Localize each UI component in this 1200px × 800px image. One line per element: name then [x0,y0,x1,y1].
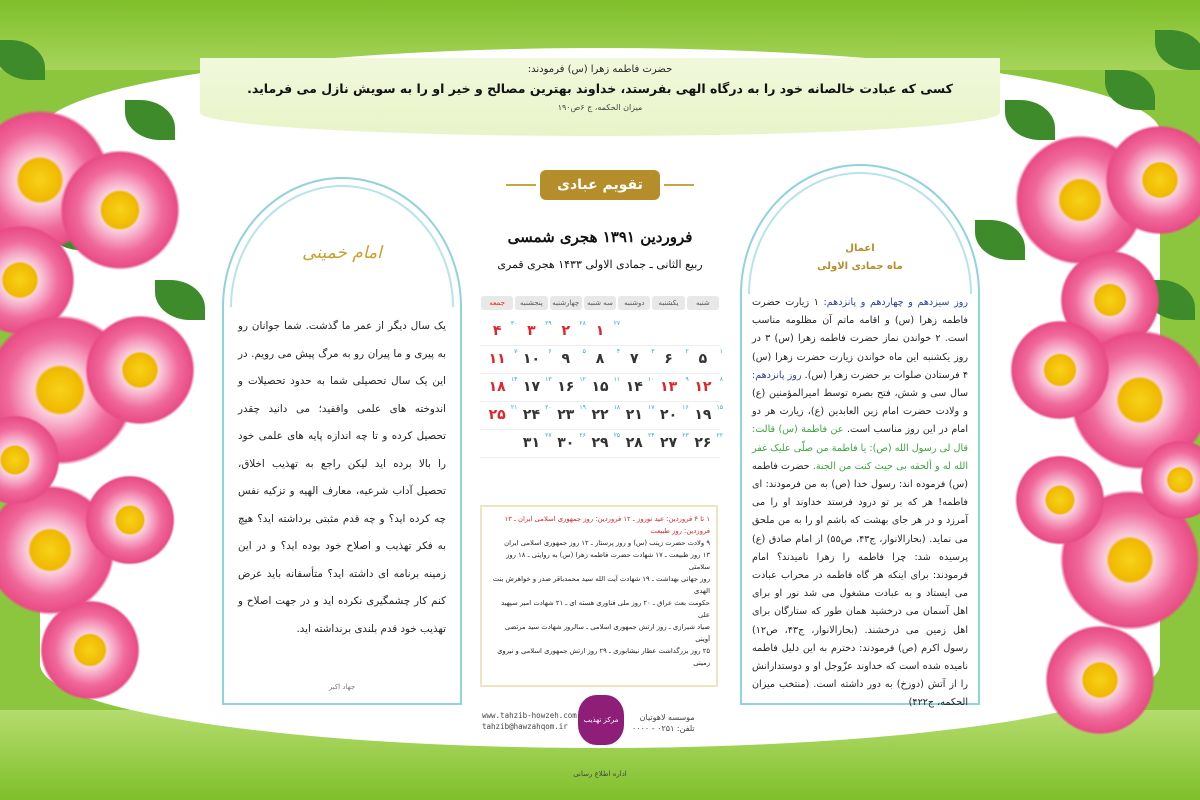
event-line: ۲۵ روز بزرگداشت عطار نیشابوری ـ ۲۹ روز ارتش جمهوری اسلامی و نیروی زمینی [497,647,710,667]
org-name: موسسه لاهوتیان [639,713,695,722]
footer-bottom-text: اداره اطلاع رسانی [573,770,627,778]
solar-day: ۲۰ [660,407,678,423]
pink-flower [85,315,195,425]
calendar-day[interactable] [583,346,621,373]
lunar-day: ۳ [651,348,655,355]
weekday-header [480,296,720,310]
source: (منتخب میزان الحکمه، ج۴۲۲) [752,679,968,709]
solar-day: ۲۷ [660,435,678,451]
quote-text: کسی که عبادت خالصانه خود را به درگاه الهی بفرستد، خداوند بهترین مصالح و خیر او را به سویش نازل می فرماید. [247,81,953,96]
lunar-day: ۱۴ [510,376,518,383]
lunar-day: ۲۹ [545,320,552,327]
calendar-day[interactable] [514,346,552,373]
pink-flower [1010,320,1110,420]
solar-day: ۳۰ [557,435,575,451]
left-panel [222,243,462,705]
calendar-day[interactable] [617,402,655,429]
left-panel-source: جهاد اکبر [328,683,356,691]
arabic-hadith: عن فاطمة (س) قالت: قال لی رسول الله (ص): یا فاطمة من صلّی علیک غفر الله له و ألحقه بی حیث کنت من الجنة. [752,424,968,472]
event-line: ۱۳ روز طبیعت ـ ۱۷ شهادت حضرت فاطمه زهرا (س) به روایتی ـ ۱۸ روز سلامتی [506,551,710,571]
calendar-empty [480,430,514,457]
lunar-day: ۱ [719,348,723,355]
calendar-day[interactable] [514,402,552,429]
solar-month-title: فروردین ۱۳۹۱ هجری شمسی [507,228,693,246]
calendar-day[interactable] [583,402,621,429]
solar-day: ۷ [630,351,639,367]
lunar-day: ۱۸ [613,404,621,411]
footer-contact [482,710,577,732]
lunar-day: ۱۹ [579,404,586,411]
calendar-empty [617,318,651,345]
event-line: روز جهانی بهداشت ـ ۱۹ شهادت آیت الله سید محمدباقر صدر و خواهرش بنت الهدی [492,575,710,595]
solar-day: ۳ [527,323,536,339]
title-line: ماه جمادی الاولی [817,261,903,272]
lunar-month-title: ربیع الثانی ـ جمادی الاولی ۱۴۳۳ هجری قمری [497,258,703,271]
calendar-day[interactable] [686,346,723,373]
solar-day: ۲۱ [625,407,643,423]
calendar-day[interactable] [583,430,621,457]
title-line: اعمال [845,243,875,254]
calendar-empty [686,318,720,345]
pink-flower [1015,455,1105,545]
right-panel [740,243,980,709]
lunar-day: ۵ [582,348,586,355]
pink-flower [40,600,140,700]
solar-day: ۲۲ [591,407,609,423]
event-line: صیاد شیرازی ـ روز ارتش جمهوری اسلامی ـ سالروز شهادت سید مرتضی آوینی [504,623,710,643]
weekday-0: شنبه [687,296,719,310]
calendar-day[interactable] [480,346,518,373]
imam-khomeini-calligraphy: امام خمینی [302,243,382,263]
solar-day: ۱۸ [488,379,506,395]
calendar-week [480,318,720,346]
lunar-day: ۱۳ [545,376,552,383]
calendar-day[interactable] [617,430,655,457]
calendar-day[interactable] [514,430,552,457]
lunar-day: ۲۵ [613,432,621,439]
right-panel-title [742,240,978,276]
lunar-day: ۱۶ [682,404,689,411]
lunar-day: ۱۵ [716,404,723,411]
pink-flower [85,475,175,565]
solar-day: ۵ [698,351,708,367]
calendar-day[interactable] [651,346,689,373]
calendar-day[interactable] [651,374,689,401]
solar-day: ۲ [561,323,570,339]
lunar-day: ۲۱ [510,404,518,411]
lunar-day: ۳۰ [510,320,518,327]
lunar-day: ۲۷ [545,432,552,439]
institute-logo [578,695,624,745]
solar-day: ۱۵ [591,379,609,395]
blue-heading: روز سیزدهم و چهاردهم و پانزدهم: [823,297,968,308]
event-holiday: ۱ تا ۴ فروردین: عید نوروز ـ ۱۲ فروردین: روز جمهوری اسلامی ایران ـ ۱۳ فروردین: روز طبیعت [504,515,710,535]
weekday-4: چهارشنبه [550,296,582,310]
calendar-day[interactable] [480,374,518,401]
pink-flower [1045,625,1155,735]
events-box [480,505,718,687]
lunar-day: ۲۷ [613,320,621,327]
lunar-day: ۸ [719,376,723,383]
lunar-day: ۲۶ [579,432,586,439]
calendar-badge: تقویم عبادی [540,170,660,200]
weekday-6: جمعه [481,296,513,310]
lunar-day: ۱۰ [647,376,655,383]
left-panel-text: یک سال دیگر از عمر ما گذشت. شما جوانان رو به پیری و ما پیران رو به مرگ پیش می رویم. در این یک سال تحصیلی شما به حدود تحصیلات و اندوخته های علمی واقفید؛ می دانید چقدر تحصیل کرده و تا چه اندازه پایه های علمی خود را بالا برده اید لیکن راجع به تهذیب اخلاق، تحصیل آداب شرعیه، معارف الهیه و تزکیه نفس چه کرده اید؟ و چه قدم مثبتی برداشته اید؟ هیچ به فکر تهذیب و اصلاح خود بوده اید؟ و در این زمینه برنامه ای داشته اید؟ متأسفانه باید عرض کنم کار چشمگیری نکرده اید و در جهت اصلاح و تهذیب خود قدم بلندی برنداشته اید. [238,320,446,635]
lunar-day: ۱۲ [579,376,586,383]
lunar-day: ۴ [616,348,621,355]
solar-day: ۱۹ [694,407,712,423]
org-phone: تلفن: ۰۲۵۱ - ۰۰۰۰ [632,724,695,733]
text-block: سال سی و شش، فتح بصره توسط امیرالمؤمنین (ع) و ولادت حضرت امام زین العابدین (ع)، زیارت هر دو امام در این روز مناسب است. [752,388,968,436]
lunar-day: ۲۴ [647,432,655,439]
solar-day: ۲۹ [591,435,609,451]
solar-day: ۴ [492,323,502,339]
lunar-day: ۶ [548,348,552,355]
solar-day: ۹ [561,351,570,367]
calendar-day[interactable] [549,430,586,457]
quote-attribution: حضرت فاطمه زهرا (س) فرمودند: [527,64,673,75]
weekday-2: دوشنبه [618,296,650,310]
solar-day: ۱۷ [522,379,540,395]
events-list [488,513,710,669]
email-link[interactable]: tahzib@hawzahqom.ir [482,722,568,731]
ornament-left [506,184,536,186]
lunar-day: ۷ [514,348,518,355]
weekday-3: سه شنبه [584,296,616,310]
event-line: ۹ ولادت حضرت زینب (س) و روز پرستار ـ ۱۲ روز جمهوری اسلامی ایران [504,539,710,547]
solar-day: ۱۱ [488,351,506,367]
calendar-day[interactable] [480,318,518,345]
quote-source: میزان الحکمه، ج ۶ص۱۹۰ [557,103,643,112]
calendar-day[interactable] [686,402,723,429]
calendar-day[interactable] [514,318,552,345]
lunar-day: ۲۸ [579,320,586,327]
solar-day: ۲۸ [625,435,643,451]
event-line: حکومت بعث عراق ـ ۲۰ روز ملی فناوری هسته ای ـ ۲۱ شهادت امیر سپهبد علی [501,599,710,619]
calendar-day[interactable] [583,374,621,401]
solar-day: ۸ [595,351,605,367]
footer-org [632,712,695,734]
calendar-empty [651,318,685,345]
calendar-day[interactable] [549,346,586,373]
calendar-day[interactable] [686,374,723,401]
calendar-day[interactable] [514,374,552,401]
calendar-week [480,430,723,458]
calendar-week [480,402,723,430]
logo-text: مرکز تهذیب [583,716,619,724]
calendar-day[interactable] [549,374,586,401]
calendar-day[interactable] [651,430,689,457]
calendar-day[interactable] [617,374,655,401]
calendar-week [480,346,723,374]
solar-day: ۱۰ [522,351,540,367]
calendar-week [480,374,723,402]
solar-day: ۶ [664,351,673,367]
solar-day: ۳۱ [522,435,540,451]
solar-day: ۱۳ [660,379,678,395]
lunar-day: ۹ [685,376,689,383]
website-link[interactable]: www.tahzib-howzeh.com [482,711,577,720]
ornament-right [664,184,694,186]
lunar-day: ۲ [685,348,689,355]
blue-heading: روز پانزدهم: [752,369,802,381]
solar-day: ۲۶ [694,435,712,451]
lunar-day: ۱۷ [647,404,655,411]
lunar-day: ۱۱ [613,376,621,383]
calendar-day[interactable] [549,402,586,429]
pink-flower [60,150,180,270]
solar-day: ۱۴ [625,379,643,395]
solar-day: ۱ [595,323,605,339]
solar-day: ۱۶ [557,379,575,395]
right-panel-text [742,294,978,713]
solar-day: ۲۴ [522,407,540,423]
lunar-day: ۲۲ [716,432,723,439]
calendar-day[interactable] [617,346,655,373]
calendar-day[interactable] [549,318,586,345]
solar-day: ۲۵ [488,407,506,423]
lunar-day: ۲۰ [545,404,552,411]
calendar-day[interactable] [583,318,621,345]
solar-day: ۱۲ [694,379,712,395]
calendar-day[interactable] [480,402,518,429]
calendar-day[interactable] [686,430,723,457]
hadith-quote [200,58,1000,136]
calendar-day[interactable] [651,402,689,429]
weekday-5: پنجشنبه [515,296,547,310]
text-block: حضرت فاطمه (س) فرموده اند: رسول خدا (ص) به من فرمودند: ای فاطمه! هر که بر تو درود فرستد خداوند او را می آمرزد و در هر جای بهشت که باشم او را به من ملحق می نماید. (بحارالانوار، ج۴۳، ص۵۵) از امام صادق (ع) پرسیده شد: چرا فاطمه را زهرا نامیدند؟ امام فرمودند: برای اینکه هر گاه فاطمه در محراب عبادت می ایستاد و به عبادت مشغول می شد نور او برای اهل آسمان می درخشید همان طور که ستارگان برای اهل زمین می درخشند. (بحارالانوار، ج۴۳، ص۱۲) رسول اکرم (ص) فرمودند: دخترم به این دلیل فاطمه نامیده شده است که خداوند عزّوجل او و دوستدارانش را از آتش (دوزخ) به دور داشته است. [752,460,968,691]
weekday-1: یکشنبه [652,296,684,310]
text-block: ۱ زیارت حضرت فاطمه زهرا (س) و اقامه ماتم آن مظلومه مناسب است. ۲ خواندن نماز حضرت فاطمه زهرا (س) ۳ در روز یکشنبه این ماه خواندن زیارت حضرت زهرا (س) ۴ فرستادن صلوات بر حضرت زهرا (س). [752,297,968,381]
lunar-day: ۲۳ [682,432,689,439]
solar-day: ۲۳ [557,407,575,423]
